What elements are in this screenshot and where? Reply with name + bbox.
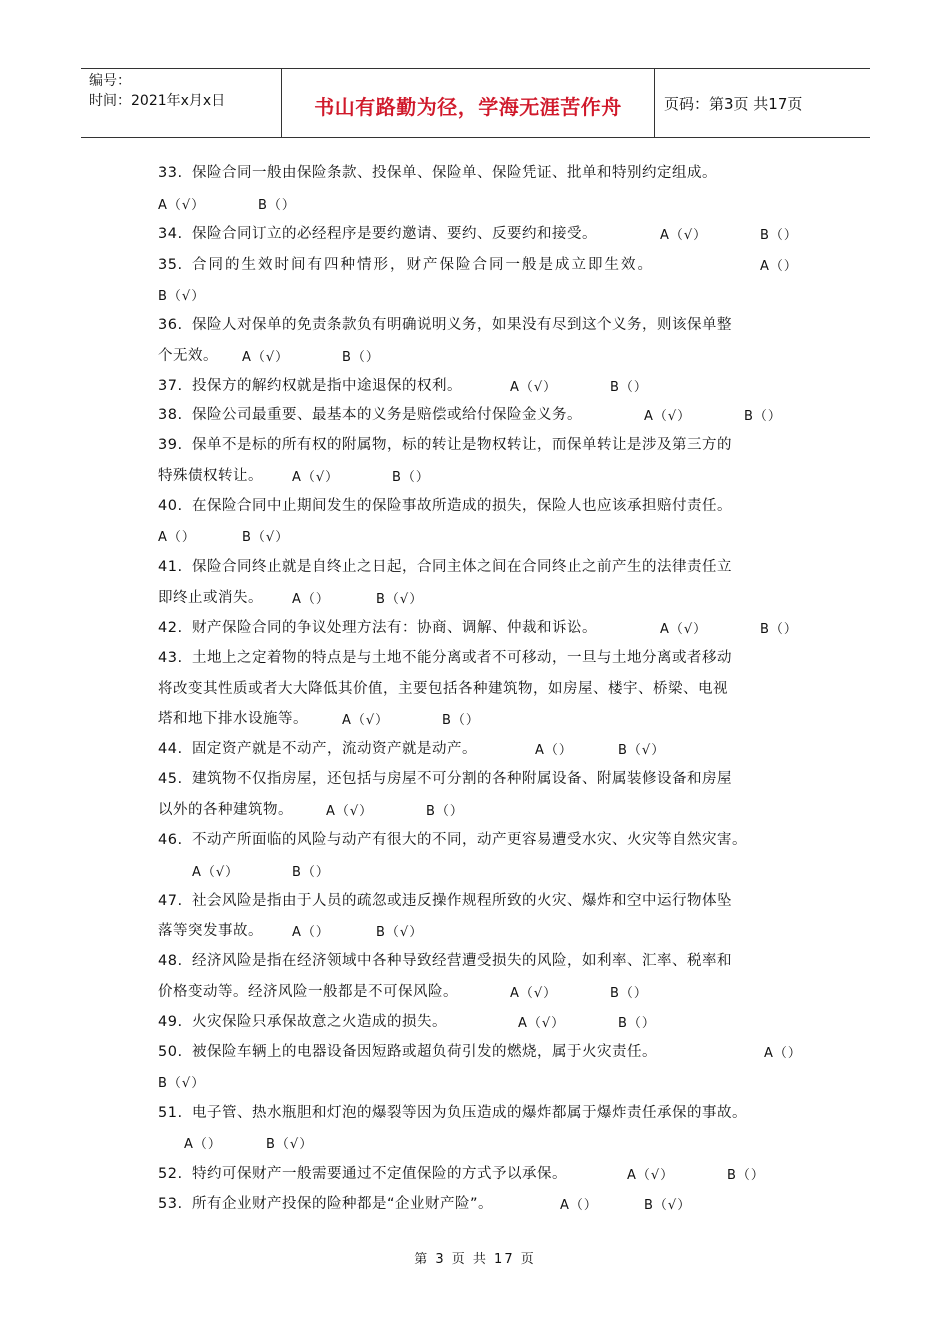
option-b: B（√） xyxy=(376,925,424,940)
option-b: B（√） xyxy=(158,289,206,304)
option-a: A（√） xyxy=(292,470,340,485)
question-43: 43. 土地上之定着物的特点是与土地不能分离或者不可移动，一旦与土地分离或者移动 xyxy=(158,650,732,666)
question-50: 50. 被保险车辆上的电器设备因短路或超负荷引发的燃烧，属于火灾责任。 xyxy=(158,1044,657,1060)
question-33: 33. 保险合同一般由保险条款、投保单、保险单、保险凭证、批单和特别约定组成。 xyxy=(158,165,717,181)
option-a: A（） xyxy=(760,259,798,274)
option-b: B（） xyxy=(426,804,464,819)
option-a: A（√） xyxy=(342,713,390,728)
question-36-line2: 个无效。 xyxy=(158,348,218,364)
question-34: 34. 保险合同订立的必经程序是要约邀请、要约、反要约和接受。 xyxy=(158,226,597,242)
option-b: B（） xyxy=(610,986,648,1001)
option-a: A（√） xyxy=(510,986,558,1001)
question-39: 39. 保单不是标的所有权的附属物，标的转让是物权转让，而保单转让是涉及第三方的 xyxy=(158,437,732,453)
question-41-line2: 即终止或消失。 xyxy=(158,590,263,606)
question-43-line3: 塔和地下排水设施等。 xyxy=(158,711,308,727)
question-45: 45. 建筑物不仅指房屋，还包括与房屋不可分割的各种附属设备、附属装修设备和房屋 xyxy=(158,771,732,787)
option-b: B（） xyxy=(744,409,782,424)
question-49: 49. 火灾保险只承保故意之火造成的损失。 xyxy=(158,1014,447,1030)
question-38: 38. 保险公司最重要、最基本的义务是赔偿或给付保险金义务。 xyxy=(158,407,582,423)
question-39-line2: 特殊债权转让。 xyxy=(158,468,263,484)
option-b: B（√） xyxy=(376,592,424,607)
option-b: B（√） xyxy=(242,530,290,545)
header-left-cell xyxy=(81,69,281,137)
option-b: B（） xyxy=(292,865,330,880)
question-40: 40. 在保险合同中止期间发生的保险事故所造成的损失，保险人也应该承担赔付责任。 xyxy=(158,498,732,514)
option-a: A（√） xyxy=(326,804,374,819)
option-b: B（） xyxy=(727,1168,765,1183)
question-47-line2: 落等突发事故。 xyxy=(158,923,263,939)
question-35: 35. 合同的生效时间有四种情形，财产保险合同一般是成立即生效。 xyxy=(158,257,654,273)
option-a: A（） xyxy=(292,592,330,607)
question-41: 41. 保险合同终止就是自终止之日起，合同主体之间在合同终止之前产生的法律责任立 xyxy=(158,559,732,575)
question-46: 46. 不动产所面临的风险与动产有很大的不同，动产更容易遭受水灾、火灾等自然灾害。 xyxy=(158,832,747,848)
question-48: 48. 经济风险是指在经济领域中各种导致经营遭受损失的风险，如利率、汇率、税率和 xyxy=(158,953,732,969)
header-right-cell xyxy=(654,69,870,137)
option-b: B（） xyxy=(610,380,648,395)
option-a: A（√） xyxy=(158,198,206,213)
option-b: B（） xyxy=(442,713,480,728)
option-b: B（） xyxy=(342,350,380,365)
option-a: A（） xyxy=(158,530,196,545)
option-b: B（） xyxy=(760,622,798,637)
option-b: B（√） xyxy=(158,1076,206,1091)
option-b: B（） xyxy=(760,228,798,243)
option-b: B（） xyxy=(392,470,430,485)
question-47: 47. 社会风险是指由于人员的疏忽或违反操作规程所致的火灾、爆炸和空中运行物体坠 xyxy=(158,893,732,909)
option-a: A（） xyxy=(560,1198,598,1213)
option-a: A（） xyxy=(535,743,573,758)
option-a: A（√） xyxy=(192,865,240,880)
option-a: A（√） xyxy=(660,228,708,243)
option-b: B（） xyxy=(258,198,296,213)
question-48-line2: 价格变动等。经济风险一般都是不可保风险。 xyxy=(158,984,458,1000)
option-a: A（√） xyxy=(518,1016,566,1031)
option-a: A（） xyxy=(184,1137,222,1152)
option-a: A（） xyxy=(292,925,330,940)
question-44: 44. 固定资产就是不动产，流动资产就是动产。 xyxy=(158,741,477,757)
motto: 书山有路勤为径，学海无涯苦作舟 xyxy=(314,95,622,119)
question-45-line2: 以外的各种建筑物。 xyxy=(158,802,293,818)
question-36: 36. 保险人对保单的免责条款负有明确说明义务，如果没有尽到这个义务，则该保单整 xyxy=(158,317,732,333)
option-a: A（√） xyxy=(242,350,290,365)
option-a: A（） xyxy=(764,1046,802,1061)
option-b: B（√） xyxy=(618,743,666,758)
time-label: 时间：2021年x月x日 xyxy=(89,93,226,109)
option-a: A（√） xyxy=(660,622,708,637)
header-center-cell xyxy=(281,69,655,137)
question-51: 51. 电子管、热水瓶胆和灯泡的爆裂等因为负压造成的爆炸都属于爆炸责任承保的事故。 xyxy=(158,1105,747,1121)
option-a: A（√） xyxy=(644,409,692,424)
option-b: B（） xyxy=(618,1016,656,1031)
page-footer: 第 3 页 共 17 页 xyxy=(414,1252,536,1267)
question-43-line2: 将改变其性质或者大大降低其价值，主要包括各种建筑物，如房屋、楼宇、桥梁、电视 xyxy=(158,681,728,697)
option-b: B（√） xyxy=(644,1198,692,1213)
option-a: A（√） xyxy=(510,380,558,395)
page-header xyxy=(81,68,870,138)
question-53: 53. 所有企业财产投保的险种都是“企业财产险”。 xyxy=(158,1196,494,1212)
option-b: B（√） xyxy=(266,1137,314,1152)
option-a: A（√） xyxy=(627,1168,675,1183)
question-42: 42. 财产保险合同的争议处理方法有：协商、调解、仲裁和诉讼。 xyxy=(158,620,597,636)
id-label: 编号： xyxy=(89,73,131,89)
question-52: 52. 特约可保财产一般需要通过不定值保险的方式予以承保。 xyxy=(158,1166,567,1182)
page-number-label: 页码：第3页 共17页 xyxy=(664,95,803,113)
question-37: 37. 投保方的解约权就是指中途退保的权利。 xyxy=(158,378,462,394)
